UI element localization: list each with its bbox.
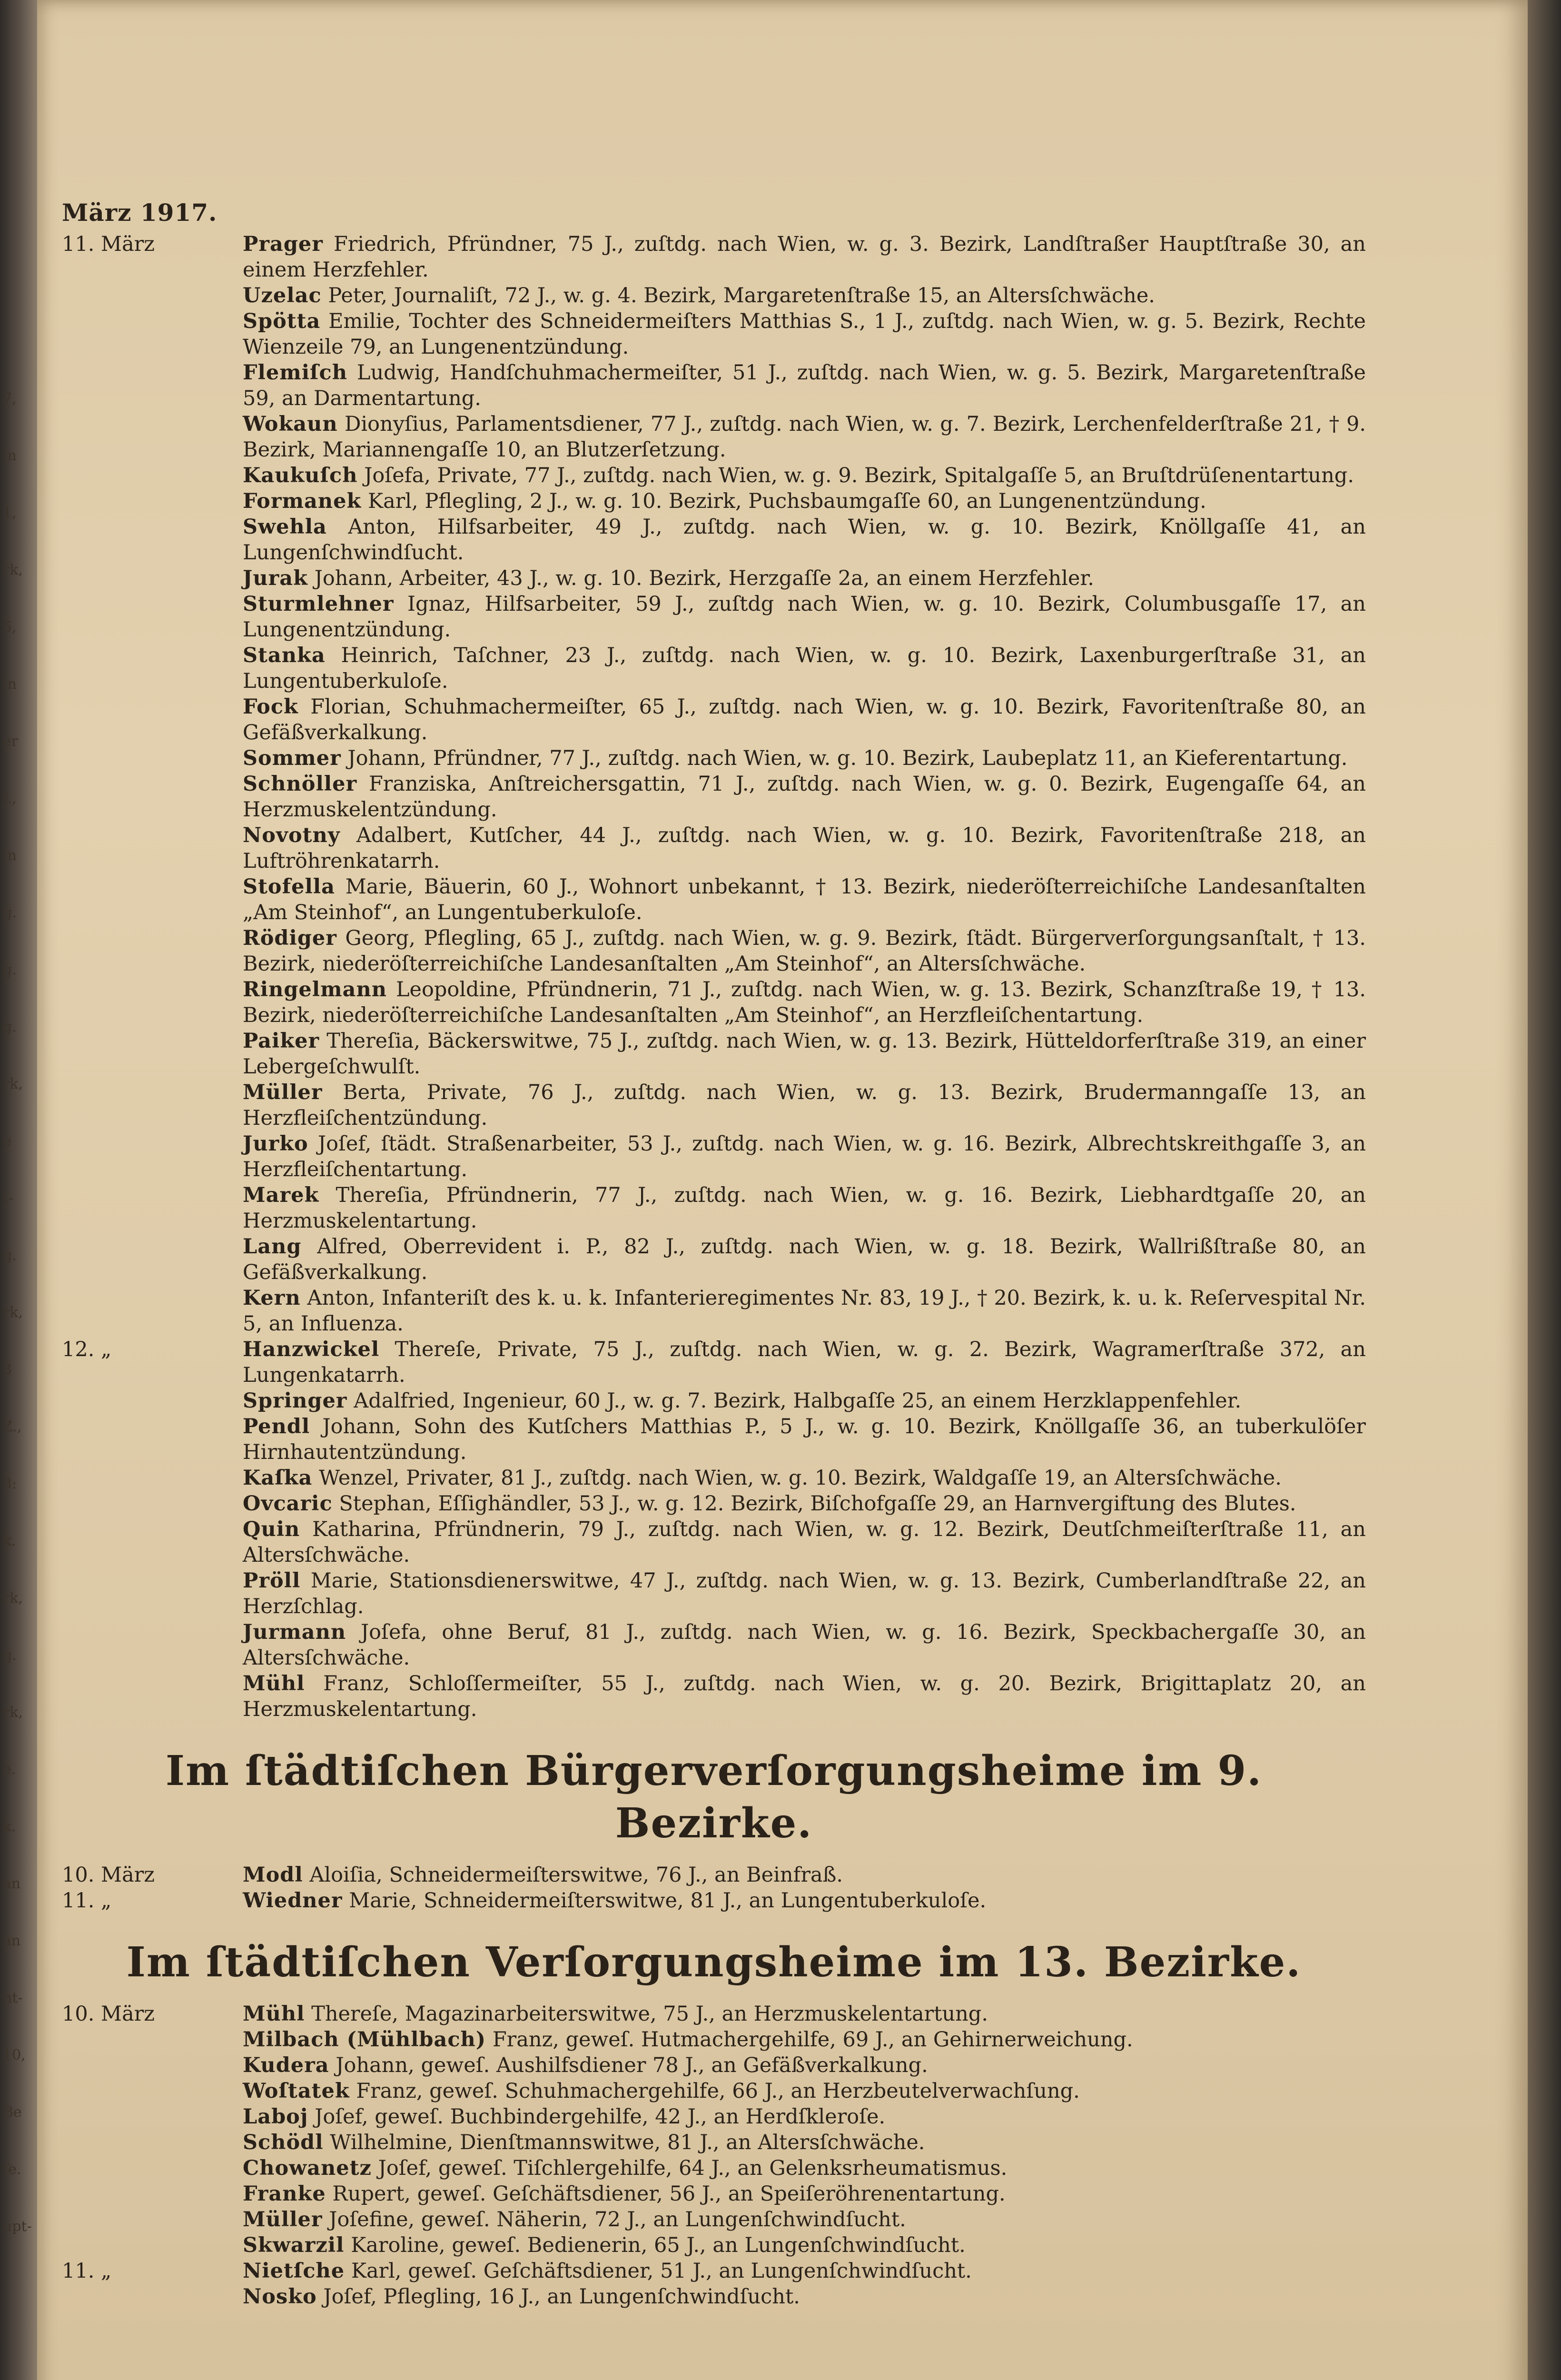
entry-text (243, 1568, 1366, 1619)
entry-surname: Uzelac (243, 284, 322, 307)
register-entry (62, 2258, 1366, 2284)
register-entry (62, 2181, 1366, 2207)
entry-text (243, 2027, 1366, 2053)
entry-surname: Quin (243, 1517, 300, 1541)
margin-fragment: g. (3, 962, 17, 978)
entry-surname: Flemiſch (243, 361, 347, 385)
entry-details: Johann, Sohn des Kutſchers Matthias P., 5 J., w. g. 10. Bezirk, Knöllgaſſe 36, an tuberkulöſer Hirnhautentzündung. (243, 1415, 1366, 1464)
margin-fragment: in (3, 847, 17, 864)
margin-fragment: rk, (3, 1590, 23, 1606)
entry-surname: Swehla (243, 515, 327, 539)
entry-surname: Mühl (243, 2002, 305, 2026)
entry-details: Marie, Bäuerin, 60 J., Wohnort unbekannt, † 13. Bezirk, niederöſterreichiſche Landesanſtalten „Am Steinhof“, an Lungentuberkuloſe. (243, 875, 1366, 924)
previous-page-margin (3, 0, 32, 2380)
entry-details: Marie, Schneidermeiſterswitwe, 81 J., an Lungentuberkuloſe. (349, 1889, 987, 1913)
entry-text (243, 2001, 1366, 2027)
margin-fragment: in (3, 447, 17, 464)
register-entry (62, 1619, 1366, 1671)
margin-fragment: t- (3, 1190, 14, 1207)
entry-text (243, 1337, 1366, 1388)
death-register-section-13th-district (62, 2001, 1366, 2310)
entry-surname: Modl (243, 1863, 303, 1887)
entry-surname: Formanek (243, 489, 362, 513)
margin-fragment: in (3, 676, 17, 693)
margin-fragment: g. (3, 904, 17, 921)
entry-surname: Hanzwickel (243, 1338, 380, 1361)
entry-date: 10. März (62, 1863, 155, 1887)
margin-fragment: nt- (3, 1990, 23, 2006)
margin-fragment: e (3, 1133, 11, 1150)
entry-details: Katharina, Pfründnerin, 79 J., zuſtdg. nach Wien, w. g. 12. Bezirk, Deutſchmeiſterſtraße 11, an Altersſchwäche. (243, 1517, 1366, 1567)
entry-details: Joſefa, Private, 77 J., zuſtdg. nach Wien, w. g. 9. Bezirk, Spitalgaſſe 5, an Bruſtdrüſenentartung. (364, 464, 1354, 487)
entry-surname: Novotny (243, 823, 340, 847)
entry-text (243, 2053, 1366, 2078)
entry-text (243, 591, 1366, 643)
entry-surname: Milbach (Mühlbach) (243, 2028, 486, 2052)
register-entry (62, 1028, 1366, 1080)
entry-details: Peter, Journaliſt, 72 J., w. g. 4. Bezirk, Margaretenſtraße 15, an Altersſchwäche. (328, 284, 1155, 307)
register-entry (62, 771, 1366, 823)
register-entry (62, 977, 1366, 1028)
register-entry (62, 1337, 1366, 1388)
entry-text (243, 463, 1366, 488)
entry-text (243, 2104, 1366, 2130)
entry-details: Johann, geweſ. Aushilfsdiener 78 J., an Gefäßverkalkung. (336, 2053, 928, 2077)
register-entry (62, 874, 1366, 925)
register-entry (62, 308, 1366, 360)
entry-surname: Lang (243, 1235, 302, 1259)
entry-details: Johann, Arbeiter, 43 J., w. g. 10. Bezirk, Herzgaſſe 2a, an einem Herzfehler. (314, 566, 1094, 590)
register-entry (62, 591, 1366, 643)
register-entry (62, 1568, 1366, 1619)
entry-surname: Nietſche (243, 2259, 345, 2283)
entry-details: Alfred, Oberrevident i. P., 82 J., zuſtdg. nach Wien, w. g. 18. Bezirk, Wallrißſtraße 80, an Gefäßverkalkung. (243, 1235, 1366, 1284)
entry-text (243, 1517, 1366, 1568)
register-entry (62, 1517, 1366, 1568)
entry-surname: Nosko (243, 2285, 317, 2309)
register-entry (62, 1388, 1366, 1414)
death-register-section-main (62, 231, 1366, 1722)
entry-text (243, 771, 1366, 823)
entry-details: Leopoldine, Pfründnerin, 71 J., zuſtdg. nach Wien, w. g. 13. Bezirk, Schanzſtraße 19, † 13. Bezirk, niederöſterreichiſche Landesanſtalten „Am Steinhof“, an Herzfleiſchentartung. (243, 978, 1366, 1027)
entry-details: Wenzel, Privater, 81 J., zuſtdg. nach Wien, w. g. 10. Bezirk, Waldgaſſe 19, an Altersſchwäche. (319, 1466, 1282, 1490)
entry-text (243, 874, 1366, 925)
entry-text (243, 694, 1366, 745)
entry-surname: Müller (243, 1081, 323, 1104)
entry-text (243, 411, 1366, 463)
entry-details: Heinrich, Taſchner, 23 J., zuſtdg. nach Wien, w. g. 10. Bezirk, Laxenburgerſtraße 31, an Lungentuberkuloſe. (243, 644, 1366, 693)
entry-text (243, 2258, 1366, 2284)
entry-text (243, 643, 1366, 694)
entry-surname: Chowanetz (243, 2156, 372, 2180)
entry-text (243, 1182, 1366, 1234)
margin-fragment: rk, (3, 1076, 23, 1092)
entry-text (243, 1671, 1366, 1722)
entry-text (243, 823, 1366, 874)
register-entry (62, 488, 1366, 514)
entry-text (243, 925, 1366, 977)
margin-fragment: 10, (3, 2047, 26, 2063)
entry-text (243, 1491, 1366, 1517)
entry-surname: Pröll (243, 1569, 301, 1593)
entry-surname: Jurmann (243, 1620, 346, 1644)
register-entry (62, 1671, 1366, 1722)
entry-details: Stephan, Eſſighändler, 53 J., w. g. 12. Bezirk, Biſchofgaſſe 29, an Harnvergiftung des Blutes. (339, 1492, 1296, 1516)
register-entry (62, 2053, 1366, 2078)
entry-surname: Pendl (243, 1415, 310, 1438)
entry-date: 10. März (62, 2002, 155, 2026)
entry-details: Thereſia, Pfründnerin, 77 J., zuſtdg. nach Wien, w. g. 16. Bezirk, Liebhardtgaſſe 20, an Herzmuskelentartung. (243, 1183, 1366, 1233)
entry-surname: Wokaun (243, 412, 338, 436)
margin-fragment: J., (3, 790, 17, 807)
entry-surname: Marek (243, 1183, 319, 1207)
register-entry (62, 2207, 1366, 2232)
month-title: März 1917. (62, 198, 217, 227)
entry-surname: Jurak (243, 566, 308, 590)
entry-text (243, 1619, 1366, 1671)
margin-fragment: 3: (3, 1476, 17, 1492)
entry-details: Ignaz, Hilfsarbeiter, 59 J., zuſtdg nach Wien, w. g. 10. Bezirk, Columbusgaſſe 17, an Lungenentzündung. (243, 592, 1366, 642)
register-entry (62, 1234, 1366, 1285)
entry-details: Joſef, geweſ. Tiſchlergehilfe, 64 J., an Gelenksrheumatismus. (378, 2156, 1008, 2180)
entry-text (243, 283, 1366, 308)
entry-text (243, 1080, 1366, 1131)
register-entry (62, 2001, 1366, 2027)
entry-text (243, 1465, 1366, 1491)
entry-surname: Ovcaric (243, 1492, 333, 1516)
entry-surname: Stofella (243, 875, 335, 899)
register-entry (62, 463, 1366, 488)
entry-details: Franziska, Anſtreichersgattin, 71 J., zuſtdg. nach Wien, w. g. 0. Bezirk, Eugengaſſe 64, an Herzmuskelentzündung. (243, 772, 1366, 822)
register-entry (62, 1862, 1366, 1888)
entry-details: Marie, Stationsdienerswitwe, 47 J., zuſtdg. nach Wien, w. g. 13. Bezirk, Cumberlandſtraße 22, an Herzſchlag. (243, 1569, 1366, 1618)
margin-fragment: 5, (3, 619, 17, 635)
register-entry (62, 514, 1366, 565)
entry-details: Franz, geweſ. Hutmachergehilfe, 69 J., an Gehirnerweichung. (492, 2028, 1133, 2052)
entry-details: Dionyſius, Parlamentsdiener, 77 J., zuſtdg. nach Wien, w. g. 7. Bezirk, Lerchenfelderſtraße 21, † 9. Bezirk, Mariannengaſſe 10, an Blutzerſetzung. (243, 412, 1366, 462)
entry-surname: Laboj (243, 2105, 308, 2129)
register-entry (62, 1285, 1366, 1337)
section-heading-buergerversorgungsheim: Im ſtädtiſchen Bürgerverſorgungsheime im 9. Bezirke. (165, 1747, 1263, 1847)
entry-surname: Paiker (243, 1029, 320, 1053)
entry-details: Adalbert, Kutſcher, 44 J., zuſtdg. nach Wien, w. g. 10. Bezirk, Favoritenſtraße 218, an Luftröhrenkatarrh. (243, 823, 1366, 873)
margin-fragment: rk, (3, 562, 23, 578)
entry-date: 11. „ (62, 1889, 112, 1913)
entry-surname: Skwarzil (243, 2233, 345, 2257)
entry-details: Berta, Private, 76 J., zuſtdg. nach Wien, w. g. 13. Bezirk, Brudermanngaſſe 13, an Herzfleiſchentzündung. (243, 1081, 1366, 1130)
entry-details: Joſef, Pflegling, 16 J., an Lungenſchwindſucht. (323, 2285, 800, 2309)
entry-surname: Rödiger (243, 926, 337, 950)
entry-details: Rupert, geweſ. Geſchäftsdiener, 56 J., an Speiſeröhrenentartung. (332, 2182, 1006, 2206)
entry-text (243, 1388, 1366, 1414)
entry-details: Adalfried, Ingenieur, 60 J., w. g. 7. Bezirk, Halbgaſſe 25, an einem Herzklappenfehler. (354, 1389, 1242, 1413)
margin-fragment: Z., (3, 1418, 22, 1435)
margin-fragment: rk, (3, 1704, 23, 1721)
entry-surname: Ringelmann (243, 978, 387, 1002)
entry-details: Wilhelmine, Dienſtmannswitwe, 81 J., an Altersſchwäche. (330, 2131, 925, 2154)
entry-surname: Franke (243, 2182, 326, 2206)
entry-surname: Spötta (243, 309, 321, 333)
register-entry (62, 643, 1366, 694)
entry-text (243, 2078, 1366, 2104)
entry-text (243, 514, 1366, 565)
entry-text (243, 2130, 1366, 2155)
entry-text (243, 1234, 1366, 1285)
entry-text (243, 977, 1366, 1028)
margin-fragment: er (3, 733, 19, 750)
entry-details: Aloiſia, Schneidermeiſterswitwe, 76 J., an Beinfraß. (309, 1863, 843, 1887)
page-right-edge (1528, 0, 1561, 2380)
register-entry (62, 2027, 1366, 2053)
register-entry (62, 360, 1366, 411)
register-entry (62, 565, 1366, 591)
entry-surname: Woſtatek (243, 2079, 350, 2103)
margin-fragment: 3 (3, 1361, 12, 1378)
margin-fragment: an (3, 1933, 21, 1949)
entry-text (243, 1131, 1366, 1182)
register-entry (62, 925, 1366, 977)
entry-text (243, 2284, 1366, 2310)
entry-text (243, 745, 1366, 771)
entry-surname: Kudera (243, 2053, 329, 2077)
entry-details: Florian, Schuhmachermeiſter, 65 J., zuſtdg. nach Wien, w. g. 10. Bezirk, Favoritenſtraße 80, an Gefäßverkalkung. (243, 695, 1366, 744)
entry-details: Franz, Schloſſermeiſter, 55 J., zuſtdg. nach Wien, w. g. 20. Bezirk, Brigittaplatz 20, an Herzmuskelentartung. (243, 1672, 1366, 1721)
entry-details: Karoline, geweſ. Bedienerin, 65 J., an Lungenſchwindſucht. (351, 2233, 966, 2257)
entry-details: Thereſe, Magazinarbeiterswitwe, 75 J., an Herzmuskelentartung. (311, 2002, 988, 2026)
margin-fragment: k. (3, 1533, 16, 1549)
margin-fragment: g. (3, 1647, 17, 1664)
entry-text (243, 360, 1366, 411)
entry-surname: Mühl (243, 1672, 305, 1696)
entry-details: Joſefa, ohne Beruf, 81 J., zuſtdg. nach Wien, w. g. 16. Bezirk, Speckbachergaſſe 30, an Altersſchwäche. (243, 1620, 1366, 1670)
register-entry (62, 745, 1366, 771)
register-entry (62, 823, 1366, 874)
entry-surname: Kern (243, 1286, 301, 1310)
entry-text (243, 308, 1366, 360)
entry-surname: Kaukuſch (243, 464, 358, 487)
entry-details: Thereſia, Bäckerswitwe, 75 J., zuſtdg. nach Wien, w. g. 13. Bezirk, Hütteldorferſtraße 319, an einer Lebergeſchwulſt. (243, 1029, 1366, 1079)
section-heading-versorgungsheim: Im ſtädtiſchen Verſorgungsheime im 13. Bezirke. (126, 1938, 1302, 1986)
entry-surname: Fock (243, 695, 298, 719)
entry-text (243, 2181, 1366, 2207)
entry-surname: Kaſka (243, 1466, 313, 1490)
entry-text (243, 1888, 1366, 1914)
register-entry (62, 2155, 1366, 2181)
page-content (62, 200, 1366, 2310)
entry-text (243, 2207, 1366, 2232)
entry-text (243, 1862, 1366, 1888)
margin-fragment: rk, (3, 1304, 23, 1321)
margin-fragment: g. (3, 1019, 17, 1035)
entry-text (243, 1285, 1366, 1337)
entry-details: Georg, Pflegling, 65 J., zuſtdg. nach Wien, w. g. 9. Bezirk, ſtädt. Bürgerverſorgungsanſtalt, † 13. Bezirk, niederöſterreichiſche Landesanſtalten „Am Steinhof“, an Altersſchwäche. (243, 926, 1366, 976)
entry-text (243, 565, 1366, 591)
death-register-section-9th-district (62, 1862, 1366, 1914)
register-entry (62, 1080, 1366, 1131)
entry-surname: Sommer (243, 746, 341, 770)
register-entry (62, 1414, 1366, 1465)
entry-details: Emilie, Tochter des Schneidermeiſters Matthias S., 1 J., zuſtdg. nach Wien, w. g. 5. Bezirk, Rechte Wienzeile 79, an Lungenentzündung. (243, 309, 1366, 359)
entry-date: 11. „ (62, 2259, 112, 2283)
entry-text (243, 2232, 1366, 2258)
entry-text (243, 231, 1366, 283)
register-entry (62, 2078, 1366, 2104)
entry-details: Friedrich, Pfründner, 75 J., zuſtdg. nach Wien, w. g. 3. Bezirk, Landſtraßer Hauptſtraße 30, an einem Herzfehler. (243, 232, 1366, 282)
register-entry (62, 283, 1366, 308)
entry-details: Karl, Pflegling, 2 J., w. g. 10. Bezirk, Puchsbaumgaſſe 60, an Lungenentzündung. (367, 489, 1206, 513)
entry-details: Joſefine, geweſ. Näherin, 72 J., an Lungenſchwindſucht. (329, 2208, 906, 2231)
register-entry (62, 1888, 1366, 1914)
entry-text (243, 2155, 1366, 2181)
register-entry (62, 411, 1366, 463)
margin-fragment: ſe. (3, 2161, 21, 2178)
entry-details: Anton, Hilfsarbeiter, 49 J., zuſtdg. nach Wien, w. g. 10. Bezirk, Knöllgaſſe 41, an Lungenſchwindſucht. (243, 515, 1366, 565)
entry-details: Johann, Pfründner, 77 J., zuſtdg. nach Wien, w. g. 10. Bezirk, Laubeplatz 11, an Kieferentartung. (347, 746, 1348, 770)
margin-fragment: 1, (3, 505, 17, 521)
entry-surname: Stanka (243, 644, 326, 667)
entry-details: Anton, Infanteriſt des k. u. k. Infanterieregimentes Nr. 83, 19 J., † 20. Bezirk, k. u. k. Reſervespital Nr. 5, an Influenza. (243, 1286, 1366, 1336)
entry-surname: Müller (243, 2208, 323, 2231)
margin-fragment: Be (3, 2104, 22, 2121)
entry-date: 11. März (62, 232, 155, 256)
register-entry (62, 2232, 1366, 2258)
register-entry (62, 1182, 1366, 1234)
entry-surname: Prager (243, 232, 323, 256)
register-entry (62, 1491, 1366, 1517)
entry-details: Franz, geweſ. Schuhmachergehilfe, 66 J., an Herzbeutelverwachſung. (356, 2079, 1080, 2103)
margin-fragment: 7, (3, 390, 17, 407)
entry-text (243, 488, 1366, 514)
register-entry (62, 694, 1366, 745)
margin-fragment: k. (3, 1818, 16, 1835)
entry-text (243, 1414, 1366, 1465)
entry-surname: Wiedner (243, 1889, 343, 1913)
margin-fragment: e. (3, 1761, 16, 1778)
entry-surname: Sturmlehner (243, 592, 394, 616)
entry-details: Ludwig, Handſchuhmachermeiſter, 51 J., zuſtdg. nach Wien, w. g. 5. Bezirk, Margaretenſtraße 59, an Darmentartung. (243, 361, 1366, 410)
entry-surname: Schödl (243, 2131, 324, 2154)
entry-details: Thereſe, Private, 75 J., zuſtdg. nach Wien, w. g. 2. Bezirk, Wagramerſtraße 372, an Lungenkatarrh. (243, 1338, 1366, 1387)
entry-date: 12. „ (62, 1338, 112, 1361)
margin-fragment: an (3, 1875, 21, 1892)
entry-surname: Springer (243, 1389, 347, 1413)
entry-details: Karl, geweſ. Geſchäftsdiener, 51 J., an Lungenſchwindſucht. (351, 2259, 972, 2283)
register-entry (62, 1465, 1366, 1491)
entry-surname: Jurko (243, 1132, 308, 1156)
margin-fragment: upt- (3, 2218, 32, 2235)
register-entry (62, 2104, 1366, 2130)
entry-details: Joſef, ſtädt. Straßenarbeiter, 53 J., zuſtdg. nach Wien, w. g. 16. Bezirk, Albrechtskreithgaſſe 3, an Herzfleiſchentartung. (243, 1132, 1366, 1181)
entry-text (243, 1028, 1366, 1080)
entry-surname: Schnöller (243, 772, 357, 796)
margin-fragment: g. (3, 1247, 17, 1264)
register-entry (62, 1131, 1366, 1182)
register-entry (62, 231, 1366, 283)
register-entry (62, 2130, 1366, 2155)
entry-details: Joſef, geweſ. Buchbindergehilfe, 42 J., an Herdſkleroſe. (315, 2105, 886, 2129)
register-entry (62, 2284, 1366, 2310)
